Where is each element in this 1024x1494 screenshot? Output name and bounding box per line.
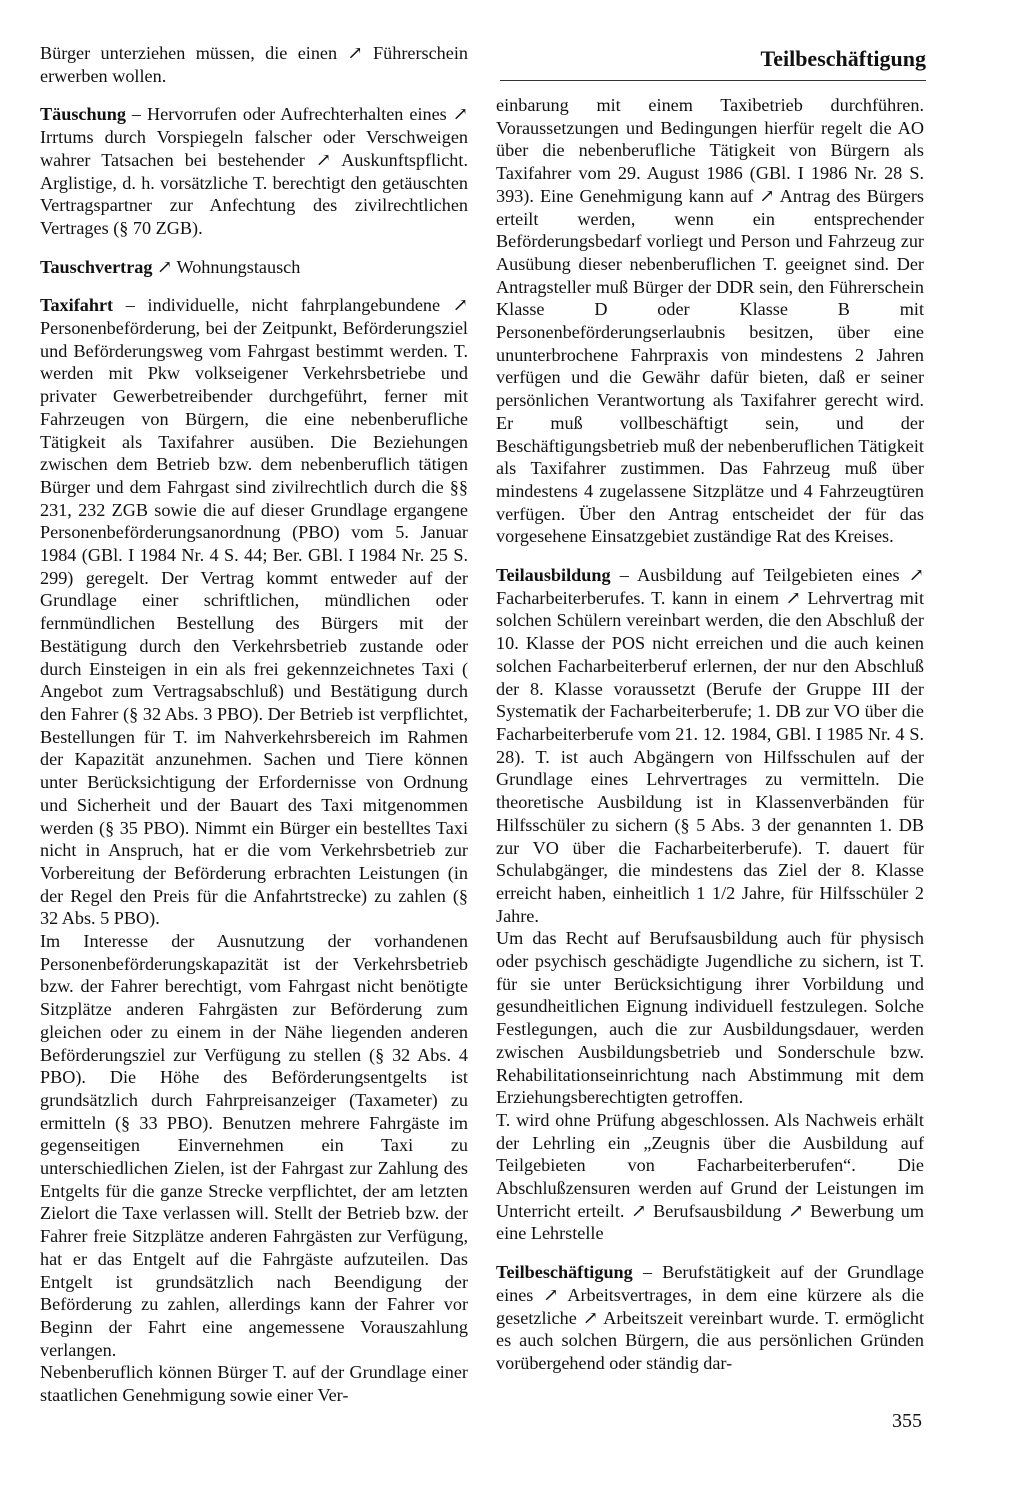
headword: Teilausbildung bbox=[496, 565, 611, 586]
entry-teilausbildung bbox=[496, 564, 924, 927]
left-column bbox=[40, 42, 468, 1407]
entry-paragraph: Im Interesse der Ausnutzung der vorhandenen Personenbeförderungskapazität ist der Verkehrsbetrieb bzw. der Fahrer berechtigt, vom Fahrgast nicht benötigte Sitzplätze anderen Fahrgästen zur Beförderung zum gleichen oder zu einem in der Nähe liegenden anderen Beförderungsziel zur Verfügung zu stellen (§ 32 Abs. 4 PBO). Die Höhe des Beförderungsentgelts ist grundsätzlich durch Fahrpreisanzeiger (Taxameter) zu ermitteln (§ 33 PBO). Benutzen mehrere Fahrgäste im gegenseitigen Einvernehmen ein Taxi zu unterschiedlichen Zielen, ist der Fahrgast zur Zahlung des Entgelts für die ganze Strecke verpflichtet, der am letzten Zielort die Taxe verlassen will. Stellt der Betrieb bzw. der Fahrer freie Sitzplätze anderen Fahrgästen zur Verfügung, hat er das Entgelt auf die Fahrgäste aufzuteilen. Das Entgelt ist grundsätzlich nach Beendigung der Beförderung zu zahlen, allerdings kann der Fahrer vor Beginn der Fahrt eine angemessene Vorauszahlung verlangen. bbox=[40, 931, 468, 1360]
headword: Taxifahrt bbox=[40, 295, 114, 316]
entry-body: – Berufstätigkeit auf der Grundlage eines ↗ Arbeitsvertrages, in dem eine kürzere als die gesetzliche ↗ Arbeitszeit vereinbart wurde. T. ermöglicht es auch solchen Bürgern, die aus persönlichen Gründen vorübergehend oder ständig dar- bbox=[496, 1262, 924, 1373]
header-rule bbox=[500, 80, 926, 81]
headword: Tauschvertrag bbox=[40, 256, 153, 277]
entry-body: – individuelle, nicht fahrplangebundene ↗ Personenbeförderung, bei der Zeitpunkt, Beförderungsziel und Beförderungsweg vom Fahrgast bestimmt werden. T. werden mit Pkw volkseigener Verkehrsbetriebe und privater Gewerbetreibender durchgeführt, ferner mit Fahrzeugen von Bürgern, die eine nebenberufliche Tätigkeit als Taxifahrer ausüben. Die Beziehungen zwischen dem Betrieb bzw. dem nebenberuflich tätigen Bürger und dem Fahrgast sind zivilrechtlich durch die §§ 231, 232 ZGB sowie die auf dieser Grundlage ergangene Personenbeförderungsanordnung (PBO) vom 5. Januar 1984 (GBl. I 1984 Nr. 4 S. 44; Ber. GBl. I 1984 Nr. 25 S. 299) geregelt. Der Vertrag kommt entweder auf der Grundlage einer schriftlichen, mündlichen oder fernmündlichen Bestellung des Bürgers mit der Bestätigung durch den Verkehrsbetrieb zustande oder durch Einsteigen in ein als frei gekennzeichnetes Taxi ( Angebot zum Vertragsabschluß) und Bestätigung durch den Fahrer (§ 32 Abs. 3 PBO). Der Betrieb ist verpflichtet, Bestellungen für T. im Nahverkehrsbereich im Rahmen der Kapazität anzunehmen. Sachen und Tiere können unter Berücksichtigung der Erfordernisse von Ordnung und Sicherheit und der Bauart des Taxi mitgenommen werden (§ 35 PBO). Nimmt ein Bürger ein bestelltes Taxi nicht in Anspruch, hat er die vom Verkehrsbetrieb zur Vorbereitung der Beförderung erbrachten Leistungen (in der Regel den Preis für die Anfahrtstrecke) zu zahlen (§ 32 Abs. 5 PBO). bbox=[40, 295, 468, 929]
page-number: 355 bbox=[892, 1410, 922, 1432]
entry-paragraph: Um das Recht auf Berufsausbildung auch für physisch oder psychisch geschädigte Jugendliche zu sichern, ist T. für sie unter Berücksichtigung ihrer Vorbildung und gesundheitlichen Eignung individuell festzulegen. Solche Festlegungen, auch die zur Ausbildungsdauer, werden zwischen Ausbildungsbetrieb und Sonderschule bzw. Rehabilitationseinrichtung nach Abstimmung mit dem Erziehungsberechtigten getroffen. bbox=[496, 928, 924, 1108]
entry-body: ↗ Wohnungstausch bbox=[152, 256, 301, 277]
headword: Teilbeschäftigung bbox=[496, 1262, 633, 1283]
paragraph-continuation: Bürger unterziehen müssen, die einen ↗ Führerschein erwerben wollen. bbox=[40, 43, 468, 86]
entry-taeuschung bbox=[40, 103, 468, 239]
entry-paragraph: Nebenberuflich können Bürger T. auf der Grundlage einer staatlichen Genehmigung sowie einer Ver- bbox=[40, 1362, 468, 1406]
headword: Täuschung bbox=[40, 104, 126, 125]
entry-body: – Hervorrufen oder Aufrechterhalten eines ↗ Irrtums durch Vorspiegeln falscher oder Verschweigen wahrer Tatsachen bei bestehender ↗ Auskunftspflicht. Arglistige, d. h. vorsätzliche T. berechtigt den getäuschten Vertragspartner zur Anfechtung des zivilrechtlichen Vertrages (§ 70 ZGB). bbox=[40, 104, 468, 238]
running-header-title: Teilbeschäftigung bbox=[760, 46, 926, 71]
entry-tauschvertrag bbox=[40, 256, 468, 279]
entry-taxifahrt bbox=[40, 294, 468, 930]
paragraph-continuation: einbarung mit einem Taxibetrieb durchführen. Voraussetzungen und Bedingungen hierfür regelt die AO über die nebenberufliche Tätigkeit von Bürgern als Taxifahrer vom 29. August 1986 (GBl. I 1986 Nr. 28 S. 393). Eine Genehmigung kann auf ↗ Antrag des Bürgers erteilt werden, wenn ein entsprechender Beförderungsbedarf vorliegt und Person und Fahrzeug zur Ausübung dieser nebenberuflichen T. geeignet sind. Der Antragsteller muß Bürger der DDR sein, den Führerschein Klasse D oder Klasse B mit Personenbeförderungserlaubnis besitzen, über eine ununterbrochene Fahrpraxis von mindestens 2 Jahren verfügen und die Gewähr dafür bieten, daß er seiner persönlichen Verantwortung als Taxifahrer gerecht wird. Er muß vollbeschäftigt sein, und der Beschäftigungsbetrieb muß der nebenberuflichen Tätigkeit als Taxifahrer zustimmen. Das Fahrzeug muß über mindestens 4 zugelassene Sitzplätze und 4 Fahrzeugtüren verfügen. Über den Antrag entscheidet der für das vorgesehene Einsatzgebiet zuständige Rat des Kreises. bbox=[496, 95, 924, 547]
right-column bbox=[496, 94, 924, 1375]
entry-paragraph: T. wird ohne Prüfung abgeschlossen. Als Nachweis erhält der Lehrling ein „Zeugnis über die Ausbildung auf Teilgebieten von Facharbeiterberufen“. Die Abschlußzensuren werden auf Grund der Leistungen im Unterricht erteilt. ↗ Berufsausbildung ↗ Bewerbung um eine Lehrstelle bbox=[496, 1109, 924, 1244]
entry-teilbeschaeftigung bbox=[496, 1261, 924, 1375]
entry-body: – Ausbildung auf Teilgebieten eines ↗ Facharbeiterberufes. T. kann in einem ↗ Lehrvertrag mit solchen Schülern vereinbart werden, die den Abschluß der 10. Klasse der POS nicht erreichen und die auch keinen solchen Facharbeiterberuf erlernen, der nur den Abschluß der 8. Klasse voraussetzt (Berufe der Gruppe III der Systematik der Facharbeiterberufe; 1. DB zur VO über die Facharbeiterberufe vom 21. 12. 1984, GBl. I 1985 Nr. 4 S. 28). T. ist auch Abgängern von Hilfsschulen auf der Grundlage eines Lehrvertrages zu vermitteln. Die theoretische Ausbildung ist in Klassenverbänden für Hilfsschüler zu sichern (§ 5 Abs. 3 der genannten 1. DB zur VO über die Facharbeiterberufe). T. dauert für Schulabgänger, die mindestens das Ziel der 8. Klasse erreicht haben, einheitlich 1 1/2 Jahre, für Hilfsschüler 2 Jahre. bbox=[496, 565, 924, 926]
